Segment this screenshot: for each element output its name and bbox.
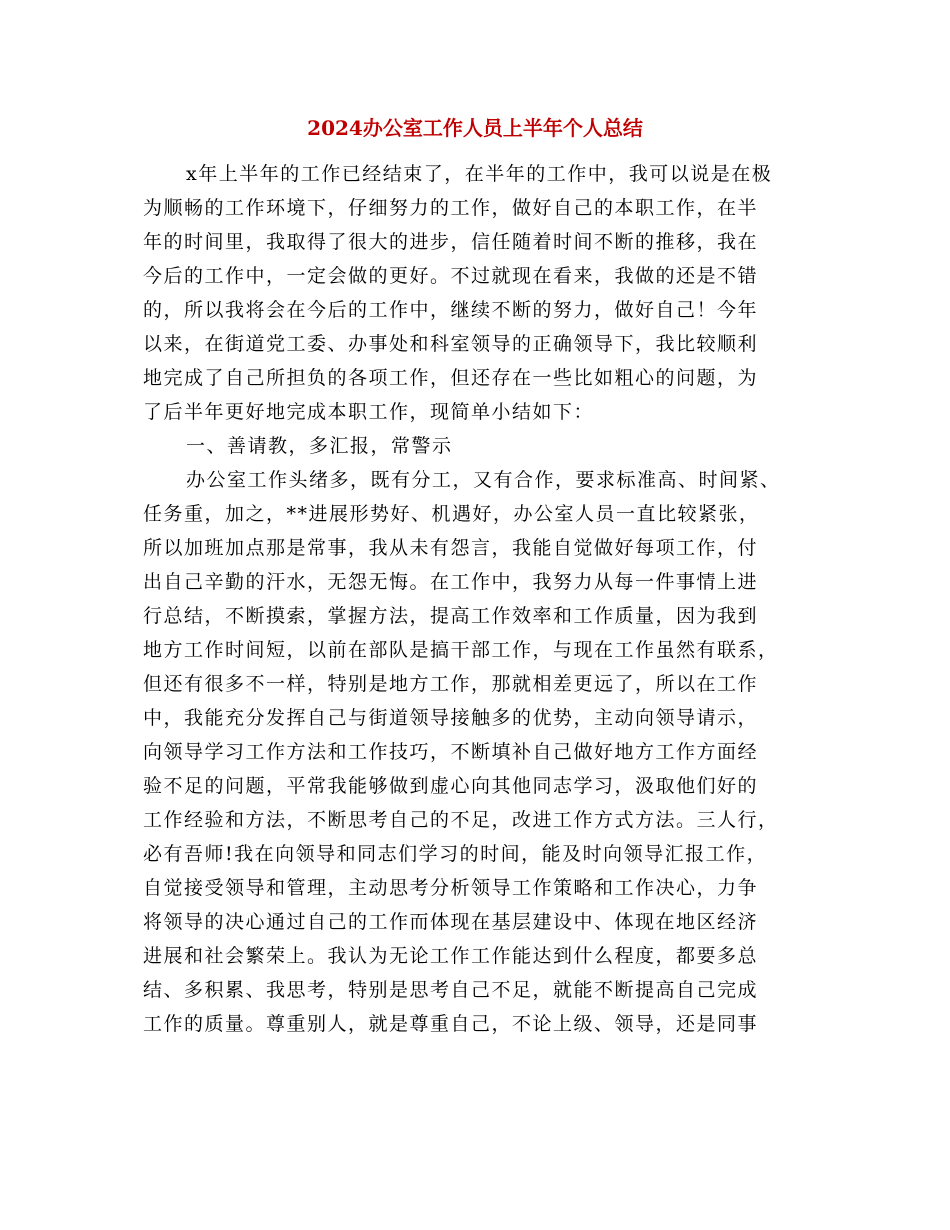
body-line: 办公室工作头绪多，既有分工，又有合作，要求标准高、时间紧、 (186, 469, 781, 491)
body-line: 行总结，不断摸索，掌握方法，提高工作效率和工作质量，因为我到 (143, 605, 759, 627)
body-line: 验不足的问题，平常我能够做到虚心向其他同志学习，汲取他们好的 (143, 775, 759, 797)
body-line: 地完成了自己所担负的各项工作，但还存在一些比如粗心的问题，为 (143, 367, 759, 389)
body-line: 以来，在街道党工委、办事处和科室领导的正确领导下，我比较顺利 (143, 333, 759, 355)
body-line: 任务重，加之，**进展形势好、机遇好，办公室人员一直比较紧张， (143, 503, 760, 525)
body-line: 向领导学习工作方法和工作技巧，不断填补自己做好地方工作方面经 (143, 741, 759, 763)
body-line: 的，所以我将会在今后的工作中，继续不断的努力，做好自己！今年 (143, 299, 759, 321)
body-line: 今后的工作中，一定会做的更好。不过就现在看来，我做的还是不错 (143, 265, 759, 287)
section-heading: 一、善请教，多汇报，常警示 (186, 435, 453, 457)
body-line: 工作经验和方法，不断思考自己的不足，改进工作方式方法。三人行， (143, 809, 779, 831)
body-line: 为顺畅的工作环境下，仔细努力的工作，做好自己的本职工作，在半 (143, 197, 759, 219)
body-line: 中，我能充分发挥自己与街道领导接触多的优势，主动向领导请示， (143, 707, 759, 729)
body-line: 地方工作时间短，以前在部队是搞干部工作，与现在工作虽然有联系， (143, 639, 779, 661)
body-line: x年上半年的工作已经结束了，在半年的工作中，我可以说是在极 (186, 163, 773, 185)
body-line: 工作的质量。尊重别人，就是尊重自己，不论上级、领导，还是同事 (143, 1013, 759, 1035)
body-line: 但还有很多不一样，特别是地方工作，那就相差更远了，所以在工作 (143, 673, 759, 695)
body-line: 年的时间里，我取得了很大的进步，信任随着时间不断的推移，我在 (143, 231, 759, 253)
body-line: 进展和社会繁荣上。我认为无论工作工作能达到什么程度，都要多总 (143, 945, 759, 967)
body-line: 自觉接受领导和管理，主动思考分析领导工作策略和工作决心，力争 (143, 877, 759, 899)
body-line: 结、多积累、我思考，特别是思考自己不足，就能不断提高自己完成 (143, 979, 759, 1001)
body-line: 必有吾师!我在向领导和同志们学习的时间，能及时向领导汇报工作， (143, 843, 768, 865)
document-title: 2024办公室工作人员上半年个人总结 (307, 116, 643, 140)
body-line: 将领导的决心通过自己的工作而体现在基层建设中、体现在地区经济 (143, 911, 759, 933)
body-line: 所以加班加点那是常事，我从未有怨言，我能自觉做好每项工作，付 (143, 537, 759, 559)
body-line: 了后半年更好地完成本职工作，现简单小结如下： (143, 401, 595, 423)
body-line: 出自己辛勤的汗水，无怨无悔。在工作中，我努力从每一件事情上进 (143, 571, 759, 593)
